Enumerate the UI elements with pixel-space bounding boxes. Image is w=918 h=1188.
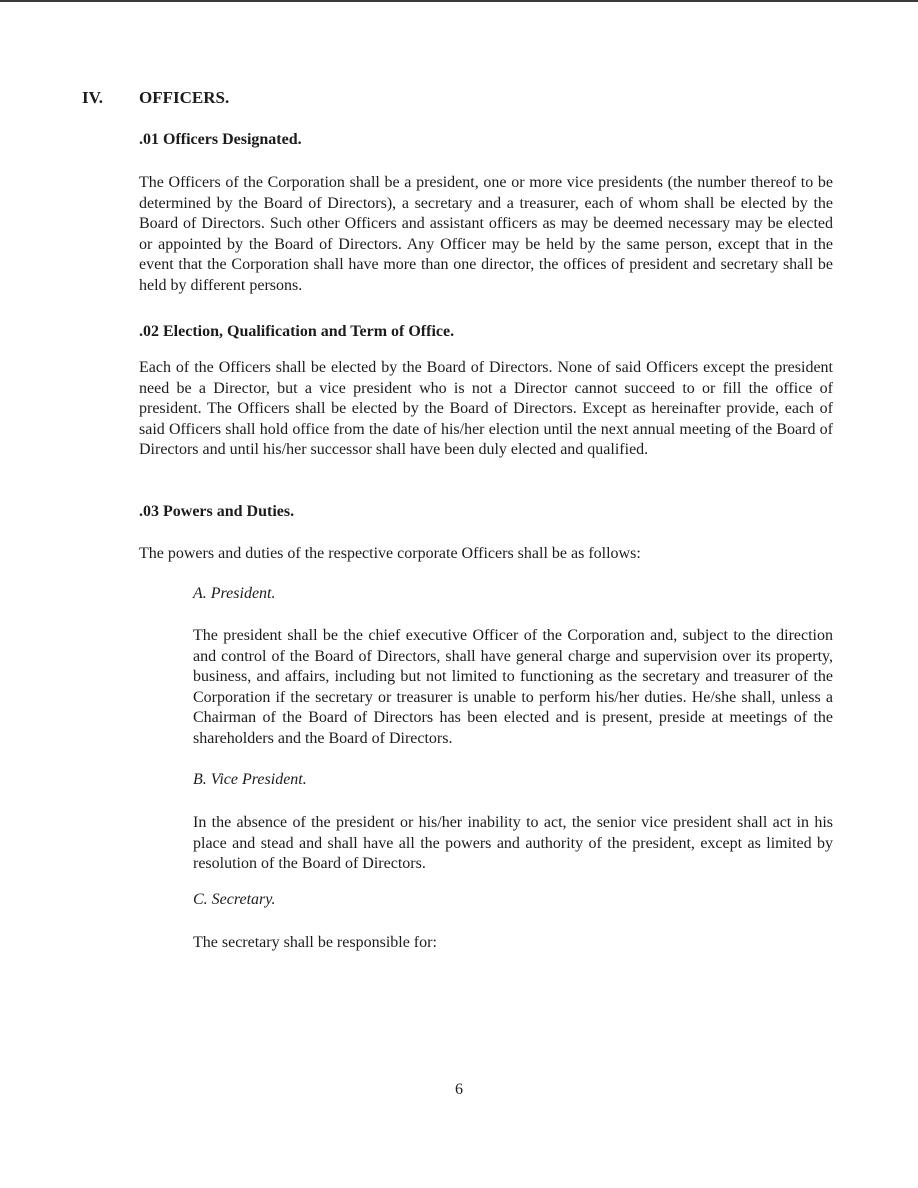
secretary-heading: C. Secretary. (193, 891, 276, 908)
section-01-heading: .01 Officers Designated. (139, 131, 302, 148)
scan-top-edge (0, 0, 918, 2)
president-text: The president shall be the chief executive Officer of the Corporation and, subject to the direction and control of the Board of Directors, shall have general charge and supervision over its property, business, and affairs, including but not limited to functioning as the secretary and treasurer of the Corporation if the secretary or treasurer is unable to perform his/her duties. He/she shall, unless a Chairman of the Board of Directors has been elected and is present, preside at meetings of the shareholders and the Board of Directors. (193, 627, 833, 747)
article-title: OFFICERS. (139, 88, 230, 107)
section-03-intro: The powers and duties of the respective corporate Officers shall be as follows: (139, 545, 641, 562)
vice-president-text: In the absence of the president or his/her inability to act, the senior vice president shall act in his place and stead and shall have all the powers and authority of the president, except as limited by resolution of the Board of Directors. (193, 814, 833, 872)
section-01-text: The Officers of the Corporation shall be a president, one or more vice presidents (the number thereof to be determined by the Board of Directors), a secretary and a treasurer, each of whom shall be elected by the Board of Directors. Such other Officers and assistant officers as may be deemed necessary may be elected or appointed by the Board of Directors. Any Officer may be held by the same person, except that in the event that the Corporation shall have more than one director, the offices of president and secretary shall be held by different persons. (139, 174, 833, 294)
president-heading: A. President. (193, 585, 276, 602)
section-02-text: Each of the Officers shall be elected by the Board of Directors. None of said Officers except the president need be a Director, but a vice president who is not a Director cannot succeed to or fill the office of president. The Officers shall be elected by the Board of Directors. Except as hereinafter provide, each of said Officers shall hold office from the date of his/her election until the next annual meeting of the Board of Directors and until his/her successor shall have been duly elected and qualified. (139, 359, 833, 458)
article-number: IV. (82, 88, 103, 107)
section-02-heading: .02 Election, Qualification and Term of Office. (139, 323, 455, 340)
secretary-text: The secretary shall be responsible for: (193, 934, 437, 951)
vice-president-heading: B. Vice President. (193, 771, 307, 788)
section-03-heading: .03 Powers and Duties. (139, 503, 295, 520)
page-number: 6 (455, 1081, 463, 1098)
